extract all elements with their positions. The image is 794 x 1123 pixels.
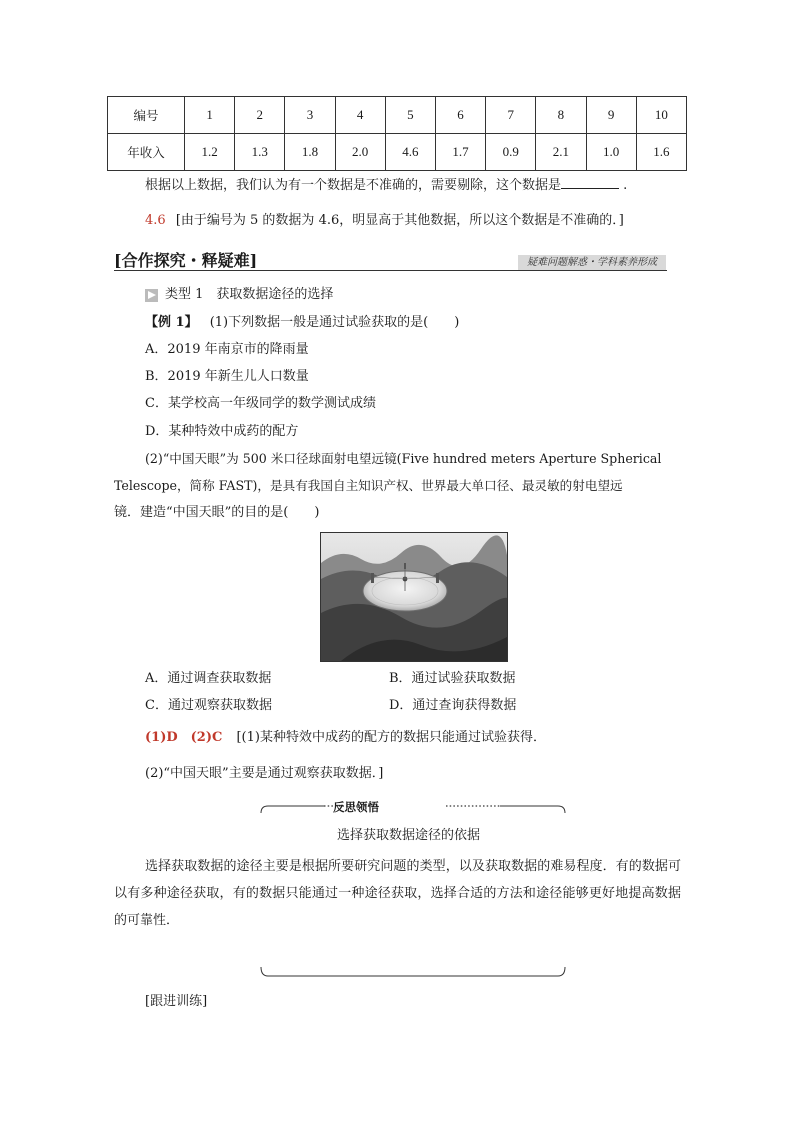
table-cell: 1.8 — [285, 134, 335, 171]
q2-line-1: (2)“中国天眼”为 500 米口径球面射电望远镜(Five hundred meters Aperture Spherical — [145, 451, 662, 466]
q1-option-d: D．某种特效中成药的配方 — [145, 424, 299, 439]
fast-telescope-photo — [320, 532, 508, 662]
table-cell: 2.1 — [536, 134, 586, 171]
play-triangle-icon — [145, 289, 158, 302]
q2-option-b: B．通过试验获取数据 — [389, 671, 516, 686]
table-cell: 7 — [486, 97, 536, 134]
table-row-ids — [108, 97, 687, 134]
follow-up-label: [跟进训练] — [145, 994, 208, 1009]
section-title: [合作探究・释疑难] — [114, 251, 258, 270]
reflect-box-bottom-border — [260, 966, 566, 980]
answer-explanation: [由于编号为 5 的数据为 4.6，明显高于其他数据，所以这个数据是不准确的．] — [175, 213, 624, 228]
table-cell: 2.0 — [335, 134, 385, 171]
q1-option-a: A．2019 年南京市的降雨量 — [145, 342, 309, 357]
reflect-box-top-border — [260, 800, 566, 814]
table-cell: 1.3 — [235, 134, 285, 171]
q2-line-3: 镜．建造“中国天眼”的目的是( ) — [114, 505, 320, 520]
question-end: . — [623, 178, 628, 193]
answer-blank — [561, 174, 619, 189]
answer-value: 4.6 — [145, 213, 166, 228]
table-cell: 3 — [285, 97, 335, 134]
q1-option-b: B．2019 年新生儿人口数量 — [145, 369, 309, 384]
table-cell: 0.9 — [486, 134, 536, 171]
table-cell: 2 — [235, 97, 285, 134]
table-cell: 10 — [636, 97, 686, 134]
section-badge: 疑难问题解惑・学科素养形成 — [518, 255, 666, 270]
table-cell: 5 — [385, 97, 435, 134]
table-cell: 6 — [435, 97, 485, 134]
telescope-landscape-image — [321, 533, 507, 661]
table-cell: 9 — [586, 97, 636, 134]
table-header-id: 编号 — [108, 97, 185, 134]
reflect-body: 选择获取数据的途径主要是根据所要研究问题的类型，以及获取数据的难易程度．有的数据可以有多种途径获取，有的数据只能通过一种途径获取，选择合适的方法和途径能够更好地提高数据的可靠性． — [114, 859, 681, 928]
q2-option-c: C．通过观察获取数据 — [145, 698, 272, 713]
table-row-incomes — [108, 134, 687, 171]
example-answer-explanation: [(1)某种特效中成药的配方的数据只能通过试验获得． — [236, 730, 546, 745]
table-cell: 1.6 — [636, 134, 686, 171]
example-answer-line — [145, 728, 546, 748]
example-answer-explanation-2: (2)“中国天眼”主要是通过观察获取数据．] — [145, 766, 384, 781]
table-cell: 1.0 — [586, 134, 636, 171]
reflect-label: 反思领悟 — [333, 800, 379, 814]
table-cell: 1.7 — [435, 134, 485, 171]
example-answer: (1)D (2)C — [145, 730, 223, 745]
table-header-income: 年收入 — [108, 134, 185, 171]
income-table — [107, 96, 687, 171]
reflect-heading: 选择获取数据途径的依据 — [337, 828, 481, 843]
q1-option-c: C．某学校高一年级同学的数学测试成绩 — [145, 396, 376, 411]
q2-line-2: Telescope，简称 FAST)，是具有我国自主知识产权、世界最大单口径、最灵敏的射电望远 — [114, 478, 623, 493]
table-cell: 1 — [185, 97, 235, 134]
q2-option-d: D．通过查询获得数据 — [389, 698, 517, 713]
q2-option-a: A．通过调查获取数据 — [145, 671, 272, 686]
section-divider — [114, 270, 667, 271]
table-cell: 4 — [335, 97, 385, 134]
example-question-1 — [145, 313, 459, 333]
question-line — [145, 174, 627, 196]
table-cell: 8 — [536, 97, 586, 134]
example-q1-text: (1)下列数据一般是通过试验获取的是( ) — [209, 315, 460, 330]
type-label: 类型 1 获取数据途径的选择 — [165, 287, 334, 302]
table-cell: 4.6 — [385, 134, 435, 171]
table-cell: 1.2 — [185, 134, 235, 171]
example-tag: 【例 1】 — [145, 315, 198, 330]
answer-line — [145, 211, 624, 231]
question-text: 根据以上数据，我们认为有一个数据是不准确的，需要剔除，这个数据是 — [145, 178, 562, 193]
